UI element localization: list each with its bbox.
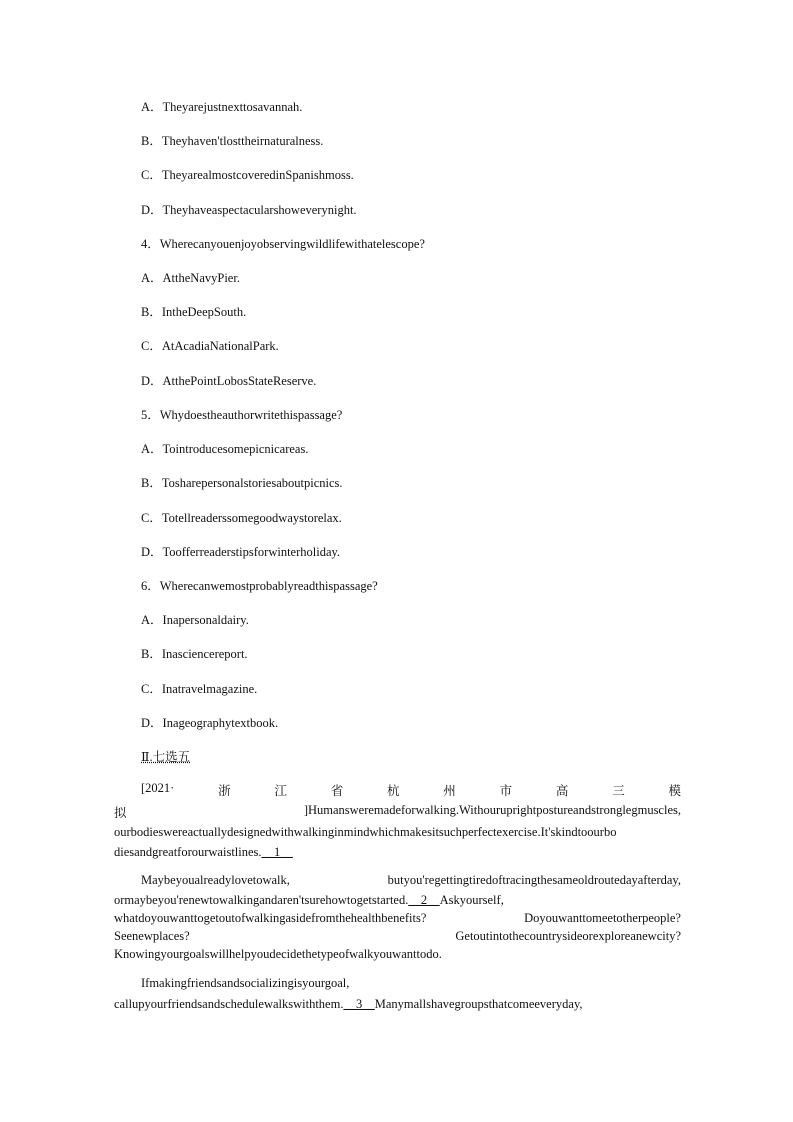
q3-option-c: C．TheyarealmostcoveredinSpanishmoss. bbox=[141, 168, 354, 182]
q4-option-b: B．IntheDeepSouth. bbox=[141, 305, 247, 319]
blank-2: __2__ bbox=[408, 893, 440, 907]
passage-p2-line1 bbox=[141, 873, 681, 888]
q4-option-a: A．AttheNavyPier. bbox=[141, 271, 240, 285]
passage-text: Doyouwanttomeetotherpeople? bbox=[524, 911, 681, 925]
passage-p2-line2 bbox=[114, 893, 504, 908]
passage-p3-line1: Ifmakingfriendsandsocializingisyourgoal, bbox=[141, 976, 350, 990]
q4-option-c: C．AtAcadiaNationalPark. bbox=[141, 339, 279, 353]
passage-p3-line2 bbox=[114, 997, 583, 1012]
passage-p1-line4 bbox=[114, 845, 293, 860]
q3-option-a: A．Theyarejustnexttosavannah. bbox=[141, 100, 303, 114]
source-word: 省 bbox=[330, 784, 344, 798]
source-word: 浙 bbox=[218, 784, 231, 798]
source-word: 高 bbox=[555, 784, 569, 798]
source-word: 模 bbox=[668, 784, 681, 798]
section-heading bbox=[141, 747, 190, 765]
q4-option-d: D．AtthePointLobosStateReserve. bbox=[141, 374, 317, 388]
q6-option-a: A．Inapersonaldairy. bbox=[141, 613, 249, 627]
passage-p2-line4 bbox=[114, 929, 681, 944]
source-word: 江 bbox=[274, 784, 287, 798]
source-word: 杭 bbox=[387, 784, 400, 798]
passage-text: Seenewplaces? bbox=[114, 929, 190, 943]
source-word: 三 bbox=[612, 784, 625, 798]
source-word: [2021· bbox=[141, 781, 175, 795]
passage-text: Manymallshavegroupsthatcomeeveryday, bbox=[374, 997, 583, 1011]
passage-text: whatdoyouwanttogetoutofwalkingasidefromthehealthbenefits? bbox=[114, 911, 427, 925]
q5-option-a: A．Tointroducesomepicnicareas. bbox=[141, 442, 309, 456]
passage-text: Askyourself, bbox=[439, 893, 504, 907]
passage-text: butyou'regettingtiredoftracingthesameoldroutedayafterday, bbox=[387, 873, 681, 887]
q5-option-c: C．Totellreaderssomegoodwaystorelax. bbox=[141, 511, 342, 525]
source-word: 州 bbox=[443, 784, 456, 798]
passage-text: diesandgreatforourwaistlines. bbox=[114, 845, 262, 859]
blank-3: __3__ bbox=[343, 997, 375, 1011]
q5-option-d: D．Toofferreaderstipsforwinterholiday. bbox=[141, 545, 341, 559]
q6-option-c: C．Inatravelmagazine. bbox=[141, 682, 258, 696]
passage-p1-line3: ourbodieswereactuallydesignedwithwalkinginmindwhichmakesitsuchperfectexercise.It'skindtoourbo bbox=[114, 825, 617, 839]
q6-option-b: B．Inasciencereport. bbox=[141, 647, 248, 661]
q3-option-d: D．Theyhaveaspectacularshoweverynight. bbox=[141, 203, 357, 217]
source-word: 拟 bbox=[114, 806, 127, 820]
passage-text: ormaybeyou'renewtowalkingandaren'tsurehowtogetstarted. bbox=[114, 893, 409, 907]
q4-stem: 4．Wherecanyouenjoyobservingwildlifewithatelescope? bbox=[141, 237, 425, 251]
passage-text: Getoutintothecountrysideorexploreanewcity? bbox=[455, 929, 681, 943]
passage-p1-line2 bbox=[114, 803, 681, 821]
passage-p2-line3 bbox=[114, 911, 681, 926]
q6-stem: 6．Wherecanwemostprobablyreadthispassage? bbox=[141, 579, 378, 593]
blank-1: __1__ bbox=[261, 845, 293, 859]
passage-p2-line5: Knowingyourgoalswillhelpyoudecidethetypeofwalkyouwanttodo. bbox=[114, 947, 442, 961]
q5-stem: 5．Whydoestheauthorwritethispassage? bbox=[141, 408, 343, 422]
q5-option-b: B．Tosharepersonalstoriesaboutpicnics. bbox=[141, 476, 343, 490]
section-heading-text: Ⅱ.七选五 bbox=[141, 750, 191, 764]
passage-text: Maybeyoualreadylovetowalk, bbox=[141, 873, 290, 887]
q3-option-b: B．Theyhaven'tlosttheirnaturalness. bbox=[141, 134, 324, 148]
source-word: 市 bbox=[499, 784, 513, 798]
passage-p1-line1 bbox=[141, 781, 681, 799]
q6-option-d: D．Inageographytextbook. bbox=[141, 716, 279, 730]
passage-text: ]Humansweremadeforwalking.Withouruprightpostureandstronglegmuscles, bbox=[303, 803, 681, 817]
passage-text: callupyourfriendsandschedulewalkswiththem. bbox=[114, 997, 344, 1011]
